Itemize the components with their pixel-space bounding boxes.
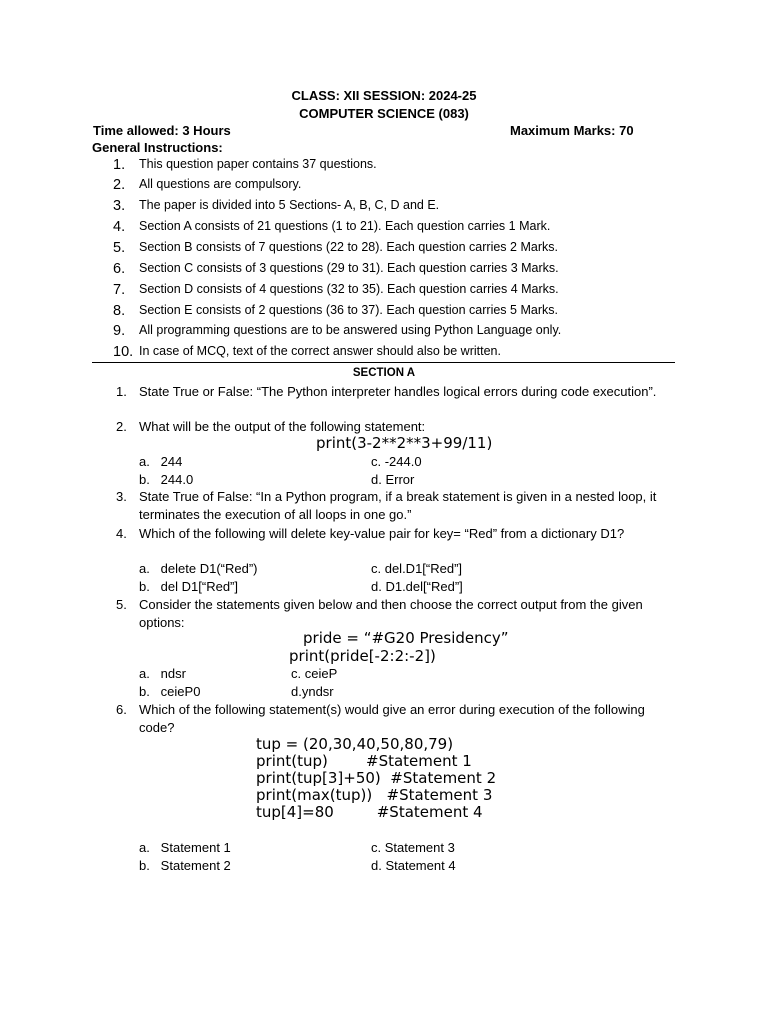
instruction-number: 7. xyxy=(113,282,126,298)
option-a: a. Statement 1 xyxy=(139,840,231,855)
instruction-number: 6. xyxy=(113,261,126,277)
option-d: d. D1.del[“Red”] xyxy=(371,579,463,594)
question-number: 5. xyxy=(116,597,127,612)
general-instructions-heading: General Instructions: xyxy=(92,140,223,155)
question-text: Which of the following will delete key-value pair for key= “Red” from a dictionary D1? xyxy=(139,526,625,541)
option-b: b. 244.0 xyxy=(139,472,194,487)
option-d: d. Statement 4 xyxy=(371,858,456,873)
question-text: What will be the output of the following statement: xyxy=(139,419,426,434)
instruction-item xyxy=(113,303,558,319)
instruction-item xyxy=(113,344,501,360)
option-d: d.yndsr xyxy=(291,684,334,699)
instruction-text: All questions are compulsory. xyxy=(139,177,302,191)
instruction-item xyxy=(113,219,550,235)
section-divider xyxy=(92,362,675,363)
question-2 xyxy=(116,418,666,436)
option-a: a. 244 xyxy=(139,454,183,469)
instruction-item xyxy=(113,282,559,298)
question-number: 6. xyxy=(116,702,127,717)
instruction-number: 2. xyxy=(113,177,126,193)
question-number: 3. xyxy=(116,489,127,504)
instruction-item xyxy=(113,261,559,277)
option-b: b. del D1[“Red”] xyxy=(139,579,238,594)
instruction-item xyxy=(113,323,561,339)
question-number: 1. xyxy=(116,384,127,399)
instruction-number: 4. xyxy=(113,219,126,235)
question-text: State True of False: “In a Python program, if a break statement is given in a nested loop, it terminates the execution of all loops in one go.” xyxy=(139,489,657,522)
time-allowed: Time allowed: 3 Hours xyxy=(93,123,231,138)
instruction-text: Section D consists of 4 questions (32 to 35). Each question carries 4 Marks. xyxy=(139,282,559,296)
code-line: print(max(tup)) #Statement 3 xyxy=(256,786,493,804)
option-b: b. ceieP0 xyxy=(139,684,201,699)
question-text: State True or False: “The Python interpreter handles logical errors during code execution”. xyxy=(139,384,657,399)
instruction-item xyxy=(113,157,377,173)
question-5 xyxy=(116,596,666,631)
section-heading: SECTION A xyxy=(352,367,416,379)
question-3 xyxy=(116,488,666,523)
option-a: a. ndsr xyxy=(139,666,186,681)
maximum-marks: Maximum Marks: 70 xyxy=(510,123,634,138)
question-4 xyxy=(116,525,666,543)
code-line: print(tup[3]+50) #Statement 2 xyxy=(256,769,497,787)
option-d: d. Error xyxy=(371,472,415,487)
instruction-number: 8. xyxy=(113,303,126,319)
question-number: 2. xyxy=(116,419,127,434)
question-6 xyxy=(116,701,666,736)
code-line: print(pride[-2:2:-2]) xyxy=(289,647,436,665)
code-line: print(3-2**2**3+99/11) xyxy=(316,434,493,452)
question-text: Which of the following statement(s) would give an error during execution of the following code? xyxy=(139,702,645,735)
instruction-text: Section E consists of 2 questions (36 to 37). Each question carries 5 Marks. xyxy=(139,303,558,317)
instruction-number: 5. xyxy=(113,240,126,256)
instruction-text: Section B consists of 7 questions (22 to 28). Each question carries 2 Marks. xyxy=(139,240,558,254)
option-c: c. Statement 3 xyxy=(371,840,455,855)
code-line: print(tup) #Statement 1 xyxy=(256,752,472,770)
instruction-item xyxy=(113,177,301,193)
option-b: b. Statement 2 xyxy=(139,858,231,873)
instruction-text: Section C consists of 3 questions (29 to 31). Each question carries 3 Marks. xyxy=(139,261,559,275)
option-c: c. -244.0 xyxy=(371,454,422,469)
option-a: a. delete D1(“Red”) xyxy=(139,561,258,576)
instruction-text: The paper is divided into 5 Sections- A, B, C, D and E. xyxy=(139,198,440,212)
option-c: c. ceieP xyxy=(291,666,338,681)
instruction-item xyxy=(113,240,558,256)
code-line: tup[4]=80 #Statement 4 xyxy=(256,803,483,821)
instruction-text: This question paper contains 37 questions. xyxy=(139,157,377,171)
instruction-item xyxy=(113,198,439,214)
question-number: 4. xyxy=(116,526,127,541)
option-c: c. del.D1[“Red”] xyxy=(371,561,463,576)
question-1 xyxy=(116,383,666,401)
question-text: Consider the statements given below and then choose the correct output from the given options: xyxy=(139,597,643,630)
code-line: pride = “#G20 Presidency” xyxy=(303,629,509,647)
subject-heading: COMPUTER SCIENCE (083) xyxy=(299,106,469,121)
class-session-heading: CLASS: XII SESSION: 2024-25 xyxy=(291,88,477,103)
code-line: tup = (20,30,40,50,80,79) xyxy=(256,735,454,753)
instruction-number: 9. xyxy=(113,323,126,339)
instruction-number: 3. xyxy=(113,198,126,214)
instruction-number: 1. xyxy=(113,157,126,173)
instruction-number: 10. xyxy=(113,344,134,360)
instruction-text: All programming questions are to be answered using Python Language only. xyxy=(139,323,562,337)
instruction-text: Section A consists of 21 questions (1 to 21). Each question carries 1 Mark. xyxy=(139,219,551,233)
instruction-text: In case of MCQ, text of the correct answer should also be written. xyxy=(139,344,501,358)
